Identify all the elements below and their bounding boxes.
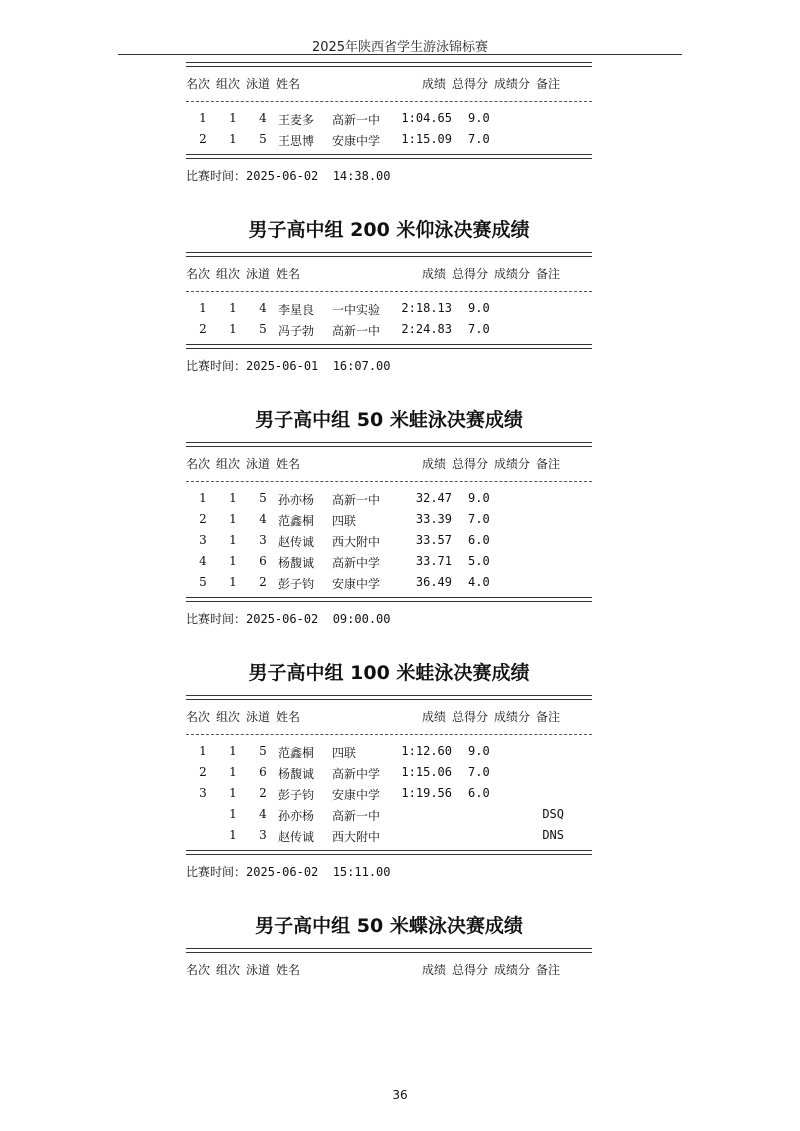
result-row — [186, 530, 592, 551]
result-row — [186, 762, 592, 783]
match-time-label: 比赛时间： — [186, 865, 247, 879]
result-rows — [186, 735, 592, 848]
cell-time: 1:04.65 — [401, 111, 452, 125]
column-header-time: 成绩 — [422, 267, 447, 281]
column-header-name: 姓名 — [276, 457, 301, 471]
cell-school: 高新中学 — [332, 767, 381, 781]
cell-time: 32.47 — [415, 491, 452, 505]
cell-time: 2:24.83 — [401, 322, 452, 336]
cell-school: 西大附中 — [332, 535, 381, 549]
cell-points: 7.0 — [468, 765, 490, 779]
double-rule — [186, 597, 592, 602]
cell-time: 33.71 — [415, 554, 452, 568]
column-header-note: 备注 — [536, 267, 561, 281]
double-rule — [186, 154, 592, 159]
cell-note: DNS — [542, 828, 564, 842]
double-rule — [186, 948, 592, 953]
cell-points: 7.0 — [468, 132, 490, 146]
cell-points: 4.0 — [468, 575, 490, 589]
cell-rank: 2 — [199, 132, 207, 146]
cell-note: DSQ — [542, 807, 564, 821]
cell-lane: 4 — [259, 512, 267, 526]
column-header-name: 姓名 — [276, 710, 301, 724]
column-header-score: 成绩分 — [494, 963, 531, 977]
result-row — [186, 825, 592, 846]
cell-rank: 3 — [199, 533, 207, 547]
result-section — [186, 405, 592, 628]
cell-points: 6.0 — [468, 786, 490, 800]
cell-group: 1 — [229, 111, 237, 125]
column-headers — [186, 451, 592, 475]
cell-lane: 2 — [259, 786, 267, 800]
column-header-note: 备注 — [536, 710, 561, 724]
match-time-label: 比赛时间： — [186, 359, 247, 373]
cell-lane: 4 — [259, 111, 267, 125]
cell-group: 1 — [229, 575, 237, 589]
result-section — [186, 62, 592, 185]
cell-rank: 5 — [199, 575, 207, 589]
cell-school: 安康中学 — [332, 788, 381, 802]
column-header-points: 总得分 — [452, 267, 489, 281]
result-row — [186, 804, 592, 825]
header-rule — [118, 54, 682, 55]
column-header-points: 总得分 — [452, 963, 489, 977]
column-header-group: 组次 — [216, 457, 241, 471]
match-time — [186, 357, 592, 375]
column-headers — [186, 261, 592, 285]
cell-time: 36.49 — [415, 575, 452, 589]
column-header-time: 成绩 — [422, 963, 447, 977]
match-time-value: 2025-06-01 16:07.00 — [246, 359, 391, 373]
cell-group: 1 — [229, 512, 237, 526]
column-header-lane: 泳道 — [246, 77, 271, 91]
cell-group: 1 — [229, 828, 237, 842]
double-rule — [186, 252, 592, 257]
column-headers — [186, 71, 592, 95]
column-header-points: 总得分 — [452, 710, 489, 724]
column-header-points: 总得分 — [452, 457, 489, 471]
cell-rank: 1 — [199, 301, 207, 315]
cell-rank: 1 — [199, 744, 207, 758]
cell-name: 范鑫桐 — [278, 746, 315, 760]
result-row — [186, 129, 592, 150]
column-header-lane: 泳道 — [246, 963, 271, 977]
cell-name: 范鑫桐 — [278, 514, 315, 528]
cell-group: 1 — [229, 554, 237, 568]
result-row — [186, 551, 592, 572]
cell-name: 孙亦杨 — [278, 493, 315, 507]
cell-lane: 4 — [259, 807, 267, 821]
cell-lane: 6 — [259, 554, 267, 568]
column-header-note: 备注 — [536, 457, 561, 471]
cell-group: 1 — [229, 765, 237, 779]
cell-group: 1 — [229, 491, 237, 505]
column-header-rank: 名次 — [186, 710, 211, 724]
column-header-rank: 名次 — [186, 267, 211, 281]
cell-time: 33.57 — [415, 533, 452, 547]
cell-lane: 3 — [259, 533, 267, 547]
result-section — [186, 658, 592, 881]
match-time — [186, 610, 592, 628]
cell-name: 冯子勃 — [278, 324, 315, 338]
cell-school: 高新中学 — [332, 556, 381, 570]
cell-name: 杨馥诚 — [278, 767, 315, 781]
column-header-time: 成绩 — [422, 457, 447, 471]
cell-group: 1 — [229, 301, 237, 315]
result-section — [186, 215, 592, 375]
cell-lane: 4 — [259, 301, 267, 315]
cell-lane: 5 — [259, 491, 267, 505]
column-header-name: 姓名 — [276, 77, 301, 91]
cell-name: 孙亦杨 — [278, 809, 315, 823]
result-row — [186, 572, 592, 593]
match-time — [186, 863, 592, 881]
cell-lane: 3 — [259, 828, 267, 842]
cell-group: 1 — [229, 744, 237, 758]
cell-school: 高新一中 — [332, 113, 381, 127]
cell-group: 1 — [229, 533, 237, 547]
cell-lane: 5 — [259, 322, 267, 336]
running-header: 2025年陕西省学生游泳锦标赛 — [311, 40, 489, 55]
cell-time: 1:15.09 — [401, 132, 452, 146]
cell-rank: 2 — [199, 512, 207, 526]
event-title: 男子高中组 50 米蝶泳决赛成绩 — [255, 915, 523, 937]
column-header-score: 成绩分 — [494, 457, 531, 471]
result-row — [186, 319, 592, 340]
result-row — [186, 509, 592, 530]
column-header-group: 组次 — [216, 267, 241, 281]
column-header-rank: 名次 — [186, 963, 211, 977]
match-time — [186, 167, 592, 185]
event-title: 男子高中组 50 米蛙泳决赛成绩 — [255, 409, 523, 431]
result-row — [186, 108, 592, 129]
result-row — [186, 298, 592, 319]
cell-name: 彭子钧 — [278, 577, 315, 591]
column-header-points: 总得分 — [452, 77, 489, 91]
event-title: 男子高中组 100 米蛙泳决赛成绩 — [248, 662, 530, 684]
column-header-lane: 泳道 — [246, 267, 271, 281]
cell-lane: 2 — [259, 575, 267, 589]
cell-lane: 5 — [259, 132, 267, 146]
cell-points: 9.0 — [468, 491, 490, 505]
cell-points: 6.0 — [468, 533, 490, 547]
cell-school: 安康中学 — [332, 577, 381, 591]
cell-rank: 3 — [199, 786, 207, 800]
cell-rank: 1 — [199, 111, 207, 125]
double-rule — [186, 442, 592, 447]
cell-points: 5.0 — [468, 554, 490, 568]
cell-name: 赵传诚 — [278, 830, 315, 844]
match-time-value: 2025-06-02 09:00.00 — [246, 612, 391, 626]
result-section — [186, 911, 592, 981]
column-header-name: 姓名 — [276, 267, 301, 281]
cell-school: 四联 — [332, 746, 357, 760]
cell-school: 高新一中 — [332, 809, 381, 823]
match-time-value: 2025-06-02 14:38.00 — [246, 169, 391, 183]
cell-points: 9.0 — [468, 744, 490, 758]
cell-rank: 4 — [199, 554, 207, 568]
cell-school: 一中实验 — [332, 303, 381, 317]
result-row — [186, 783, 592, 804]
double-rule — [186, 62, 592, 67]
column-header-score: 成绩分 — [494, 267, 531, 281]
column-header-lane: 泳道 — [246, 710, 271, 724]
cell-group: 1 — [229, 786, 237, 800]
column-header-name: 姓名 — [276, 963, 301, 977]
column-header-lane: 泳道 — [246, 457, 271, 471]
column-headers — [186, 957, 592, 981]
result-row — [186, 741, 592, 762]
cell-time: 1:19.56 — [401, 786, 452, 800]
cell-group: 1 — [229, 132, 237, 146]
cell-name: 彭子钧 — [278, 788, 315, 802]
cell-name: 李星良 — [278, 303, 315, 317]
cell-lane: 5 — [259, 744, 267, 758]
cell-name: 王思博 — [278, 134, 315, 148]
double-rule — [186, 344, 592, 349]
cell-rank: 2 — [199, 765, 207, 779]
column-headers — [186, 704, 592, 728]
cell-school: 安康中学 — [332, 134, 381, 148]
column-header-group: 组次 — [216, 963, 241, 977]
column-header-group: 组次 — [216, 77, 241, 91]
result-rows — [186, 482, 592, 595]
cell-school: 西大附中 — [332, 830, 381, 844]
result-rows — [186, 292, 592, 342]
page-number: 36 — [392, 1088, 408, 1102]
cell-points: 9.0 — [468, 111, 490, 125]
match-time-value: 2025-06-02 15:11.00 — [246, 865, 391, 879]
column-header-group: 组次 — [216, 710, 241, 724]
cell-rank: 1 — [199, 491, 207, 505]
results-content — [186, 58, 592, 981]
cell-lane: 6 — [259, 765, 267, 779]
cell-points: 9.0 — [468, 301, 490, 315]
cell-time: 1:12.60 — [401, 744, 452, 758]
column-header-note: 备注 — [536, 963, 561, 977]
cell-points: 7.0 — [468, 322, 490, 336]
cell-school: 高新一中 — [332, 493, 381, 507]
result-row — [186, 488, 592, 509]
double-rule — [186, 850, 592, 855]
column-header-time: 成绩 — [422, 710, 447, 724]
cell-time: 1:15.06 — [401, 765, 452, 779]
cell-group: 1 — [229, 807, 237, 821]
column-header-rank: 名次 — [186, 457, 211, 471]
column-header-note: 备注 — [536, 77, 561, 91]
event-title: 男子高中组 200 米仰泳决赛成绩 — [248, 219, 530, 241]
cell-name: 杨馥诚 — [278, 556, 315, 570]
column-header-score: 成绩分 — [494, 710, 531, 724]
cell-time: 2:18.13 — [401, 301, 452, 315]
column-header-rank: 名次 — [186, 77, 211, 91]
cell-group: 1 — [229, 322, 237, 336]
cell-rank: 2 — [199, 322, 207, 336]
match-time-label: 比赛时间： — [186, 612, 247, 626]
cell-name: 赵传诚 — [278, 535, 315, 549]
column-header-score: 成绩分 — [494, 77, 531, 91]
match-time-label: 比赛时间： — [186, 169, 247, 183]
column-header-time: 成绩 — [422, 77, 447, 91]
cell-time: 33.39 — [415, 512, 452, 526]
double-rule — [186, 695, 592, 700]
cell-school: 高新一中 — [332, 324, 381, 338]
cell-name: 王麦多 — [278, 113, 315, 127]
cell-school: 四联 — [332, 514, 357, 528]
cell-points: 7.0 — [468, 512, 490, 526]
result-rows — [186, 102, 592, 152]
